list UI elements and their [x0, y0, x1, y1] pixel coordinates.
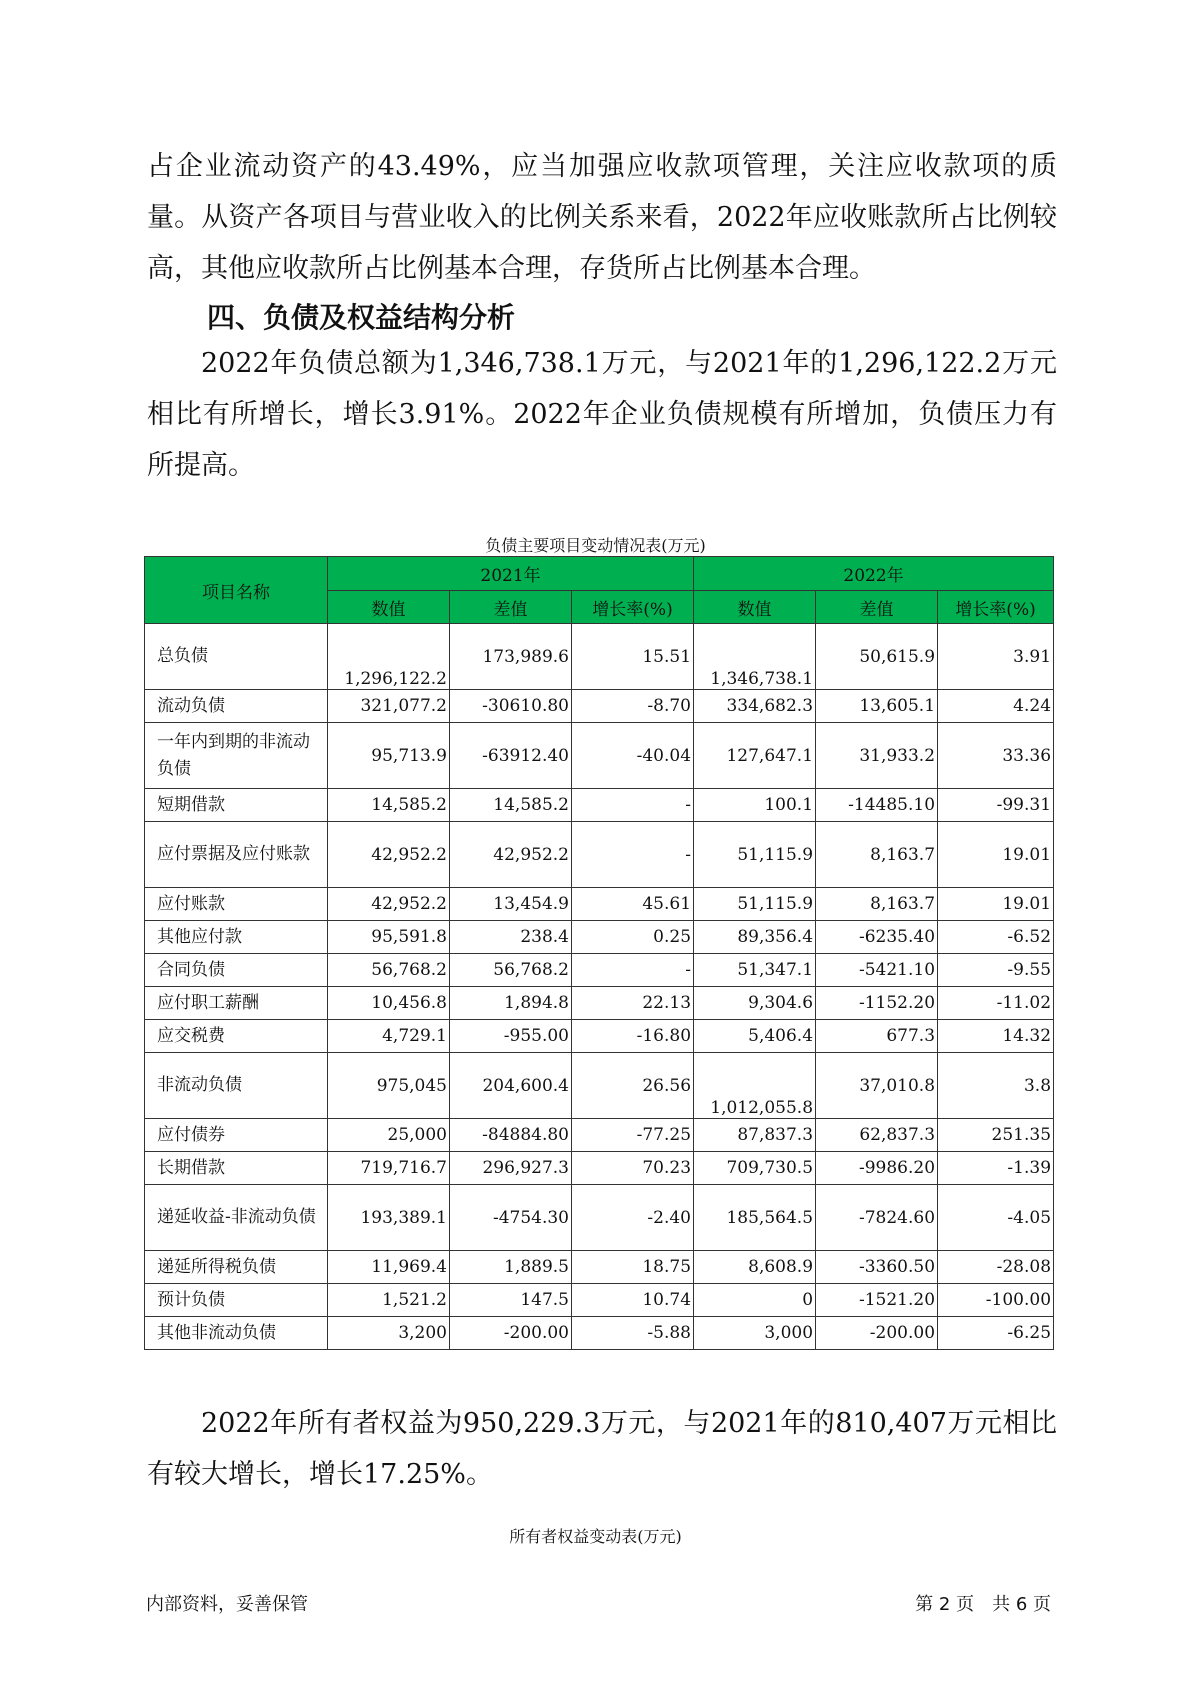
cell-diff-2022: -1521.20: [816, 1284, 938, 1317]
row-name: 递延收益-非流动负债: [145, 1185, 328, 1251]
cell-diff-2022: -3360.50: [816, 1251, 938, 1284]
cell-value-2021: 1,296,122.2: [328, 624, 450, 690]
cell-growth-2021: -2.40: [572, 1185, 694, 1251]
cell-growth-2022: 251.35: [938, 1119, 1054, 1152]
liabilities-paragraph: 2022年负债总额为1,346,738.1万元，与2021年的1,296,122.2万元相比有所增长，增长3.91%。2022年企业负债规模有所增加，负债压力有所提高。: [147, 348, 1057, 481]
row-name: 总负债: [145, 624, 328, 690]
cell-value-2021: 14,585.2: [328, 789, 450, 822]
cell-growth-2022: 4.24: [938, 690, 1054, 723]
row-name: 应付债券: [145, 1119, 328, 1152]
cell-diff-2022: 62,837.3: [816, 1119, 938, 1152]
cell-value-2021: 42,952.2: [328, 888, 450, 921]
table-row: [145, 1284, 1054, 1317]
cell-diff-2021: -4754.30: [450, 1185, 572, 1251]
cell-diff-2021: 13,454.9: [450, 888, 572, 921]
cell-diff-2021: -63912.40: [450, 723, 572, 789]
table-row: [145, 1020, 1054, 1053]
row-name: 其他应付款: [145, 921, 328, 954]
cell-diff-2022: -5421.10: [816, 954, 938, 987]
cell-diff-2022: 31,933.2: [816, 723, 938, 789]
cell-diff-2022: 13,605.1: [816, 690, 938, 723]
cell-growth-2021: -: [572, 822, 694, 888]
row-name: 应付职工薪酬: [145, 987, 328, 1020]
cell-value-2021: 719,716.7: [328, 1152, 450, 1185]
table-row: [145, 624, 1054, 690]
table-row: [145, 690, 1054, 723]
cell-value-2022: 51,115.9: [694, 888, 816, 921]
table-row: [145, 1152, 1054, 1185]
header-value-2021: 数值: [328, 591, 450, 624]
cell-growth-2022: -4.05: [938, 1185, 1054, 1251]
cell-diff-2022: -9986.20: [816, 1152, 938, 1185]
header-diff-2022: 差值: [816, 591, 938, 624]
section-heading: 四、负债及权益结构分析: [207, 301, 516, 334]
cell-diff-2022: -7824.60: [816, 1185, 938, 1251]
cell-value-2021: 975,045: [328, 1053, 450, 1119]
cell-value-2022: 100.1: [694, 789, 816, 822]
cell-growth-2022: -28.08: [938, 1251, 1054, 1284]
cell-value-2021: 56,768.2: [328, 954, 450, 987]
cell-growth-2022: 14.32: [938, 1020, 1054, 1053]
cell-value-2022: 5,406.4: [694, 1020, 816, 1053]
cell-growth-2022: -99.31: [938, 789, 1054, 822]
equity-table-caption: 所有者权益变动表(万元): [509, 1527, 682, 1546]
header-year-2022: 2022年: [694, 557, 1054, 591]
cell-growth-2022: -11.02: [938, 987, 1054, 1020]
cell-value-2021: 95,591.8: [328, 921, 450, 954]
cell-growth-2022: 33.36: [938, 723, 1054, 789]
row-name: 应交税费: [145, 1020, 328, 1053]
row-name: 短期借款: [145, 789, 328, 822]
cell-value-2021: 25,000: [328, 1119, 450, 1152]
table-row: [145, 921, 1054, 954]
cell-growth-2021: 10.74: [572, 1284, 694, 1317]
cell-diff-2021: 296,927.3: [450, 1152, 572, 1185]
header-year-2021: 2021年: [328, 557, 694, 591]
cell-growth-2022: 19.01: [938, 888, 1054, 921]
cell-growth-2021: -: [572, 954, 694, 987]
table-row: [145, 954, 1054, 987]
header-growth-2022: 增长率(%): [938, 591, 1054, 624]
table-row: [145, 888, 1054, 921]
cell-growth-2021: -40.04: [572, 723, 694, 789]
table-row: [145, 822, 1054, 888]
row-name: 长期借款: [145, 1152, 328, 1185]
cell-value-2022: 0: [694, 1284, 816, 1317]
cell-growth-2021: 70.23: [572, 1152, 694, 1185]
cell-diff-2022: 50,615.9: [816, 624, 938, 690]
cell-value-2022: 87,837.3: [694, 1119, 816, 1152]
row-name: 应付账款: [145, 888, 328, 921]
cell-diff-2022: 677.3: [816, 1020, 938, 1053]
cell-growth-2021: -77.25: [572, 1119, 694, 1152]
cell-diff-2022: 8,163.7: [816, 822, 938, 888]
cell-diff-2022: -1152.20: [816, 987, 938, 1020]
cell-growth-2022: 19.01: [938, 822, 1054, 888]
cell-growth-2021: 26.56: [572, 1053, 694, 1119]
table-row: [145, 1317, 1054, 1350]
cell-value-2021: 1,521.2: [328, 1284, 450, 1317]
cell-growth-2022: -1.39: [938, 1152, 1054, 1185]
table-row: [145, 987, 1054, 1020]
cell-diff-2021: 14,585.2: [450, 789, 572, 822]
cell-growth-2021: -8.70: [572, 690, 694, 723]
row-name: 合同负债: [145, 954, 328, 987]
cell-diff-2021: 147.5: [450, 1284, 572, 1317]
cell-growth-2021: 45.61: [572, 888, 694, 921]
table-row: [145, 789, 1054, 822]
table-row: [145, 723, 1054, 789]
cell-value-2022: 51,115.9: [694, 822, 816, 888]
liabilities-table-caption: 负债主要项目变动情况表(万元): [485, 536, 706, 555]
cell-value-2022: 334,682.3: [694, 690, 816, 723]
cell-value-2022: 127,647.1: [694, 723, 816, 789]
row-name: 流动负债: [145, 690, 328, 723]
cell-diff-2021: 238.4: [450, 921, 572, 954]
cell-diff-2022: -14485.10: [816, 789, 938, 822]
cell-diff-2021: 1,889.5: [450, 1251, 572, 1284]
footer-page-number: 第 2 页 共 6 页: [915, 1594, 1051, 1615]
cell-growth-2022: -6.52: [938, 921, 1054, 954]
cell-value-2021: 42,952.2: [328, 822, 450, 888]
row-name: 递延所得税负债: [145, 1251, 328, 1284]
cell-growth-2022: 3.91: [938, 624, 1054, 690]
header-diff-2021: 差值: [450, 591, 572, 624]
cell-value-2021: 321,077.2: [328, 690, 450, 723]
equity-paragraph: 2022年所有者权益为950,229.3万元，与2021年的810,407万元相比有较大增长，增长17.25%。: [147, 1408, 1057, 1490]
cell-diff-2021: 56,768.2: [450, 954, 572, 987]
row-name: 应付票据及应付账款: [145, 822, 328, 888]
cell-diff-2021: 173,989.6: [450, 624, 572, 690]
cell-growth-2021: 22.13: [572, 987, 694, 1020]
assets-paragraph: 占企业流动资产的43.49%，应当加强应收款项管理，关注应收款项的质量。从资产各项目与营业收入的比例关系来看，2022年应收账款所占比例较高，其他应收款所占比例基本合理，存货所占比例基本合理。: [147, 151, 1057, 284]
cell-diff-2021: -955.00: [450, 1020, 572, 1053]
table-row: [145, 1251, 1054, 1284]
cell-growth-2022: -9.55: [938, 954, 1054, 987]
cell-value-2022: 9,304.6: [694, 987, 816, 1020]
cell-value-2021: 10,456.8: [328, 987, 450, 1020]
cell-growth-2021: -5.88: [572, 1317, 694, 1350]
row-name: 预计负债: [145, 1284, 328, 1317]
cell-diff-2021: -84884.80: [450, 1119, 572, 1152]
cell-growth-2021: 18.75: [572, 1251, 694, 1284]
cell-growth-2022: -6.25: [938, 1317, 1054, 1350]
cell-growth-2022: 3.8: [938, 1053, 1054, 1119]
row-name: 非流动负债: [145, 1053, 328, 1119]
footer-confidential-note: 内部资料，妥善保管: [146, 1594, 308, 1615]
cell-value-2022: 51,347.1: [694, 954, 816, 987]
cell-growth-2021: 0.25: [572, 921, 694, 954]
cell-diff-2022: 8,163.7: [816, 888, 938, 921]
cell-value-2022: 89,356.4: [694, 921, 816, 954]
cell-value-2021: 3,200: [328, 1317, 450, 1350]
cell-growth-2021: 15.51: [572, 624, 694, 690]
cell-diff-2022: -200.00: [816, 1317, 938, 1350]
cell-diff-2022: 37,010.8: [816, 1053, 938, 1119]
cell-diff-2021: 42,952.2: [450, 822, 572, 888]
cell-value-2021: 95,713.9: [328, 723, 450, 789]
cell-diff-2021: 204,600.4: [450, 1053, 572, 1119]
cell-value-2022: 8,608.9: [694, 1251, 816, 1284]
cell-value-2022: 1,012,055.8: [694, 1053, 816, 1119]
cell-diff-2021: -30610.80: [450, 690, 572, 723]
cell-growth-2022: -100.00: [938, 1284, 1054, 1317]
cell-value-2022: 3,000: [694, 1317, 816, 1350]
cell-value-2022: 709,730.5: [694, 1152, 816, 1185]
cell-diff-2021: 1,894.8: [450, 987, 572, 1020]
cell-value-2022: 185,564.5: [694, 1185, 816, 1251]
liabilities-table: [144, 556, 1054, 1350]
table-row: [145, 1119, 1054, 1152]
cell-growth-2021: -: [572, 789, 694, 822]
cell-value-2022: 1,346,738.1: [694, 624, 816, 690]
header-item-name: 项目名称: [145, 557, 328, 624]
row-name: 一年内到期的非流动负债: [145, 723, 328, 789]
table-row: [145, 1185, 1054, 1251]
header-growth-2021: 增长率(%): [572, 591, 694, 624]
cell-value-2021: 11,969.4: [328, 1251, 450, 1284]
header-value-2022: 数值: [694, 591, 816, 624]
cell-growth-2021: -16.80: [572, 1020, 694, 1053]
cell-value-2021: 193,389.1: [328, 1185, 450, 1251]
cell-diff-2022: -6235.40: [816, 921, 938, 954]
cell-diff-2021: -200.00: [450, 1317, 572, 1350]
cell-value-2021: 4,729.1: [328, 1020, 450, 1053]
row-name: 其他非流动负债: [145, 1317, 328, 1350]
table-row: [145, 1053, 1054, 1119]
